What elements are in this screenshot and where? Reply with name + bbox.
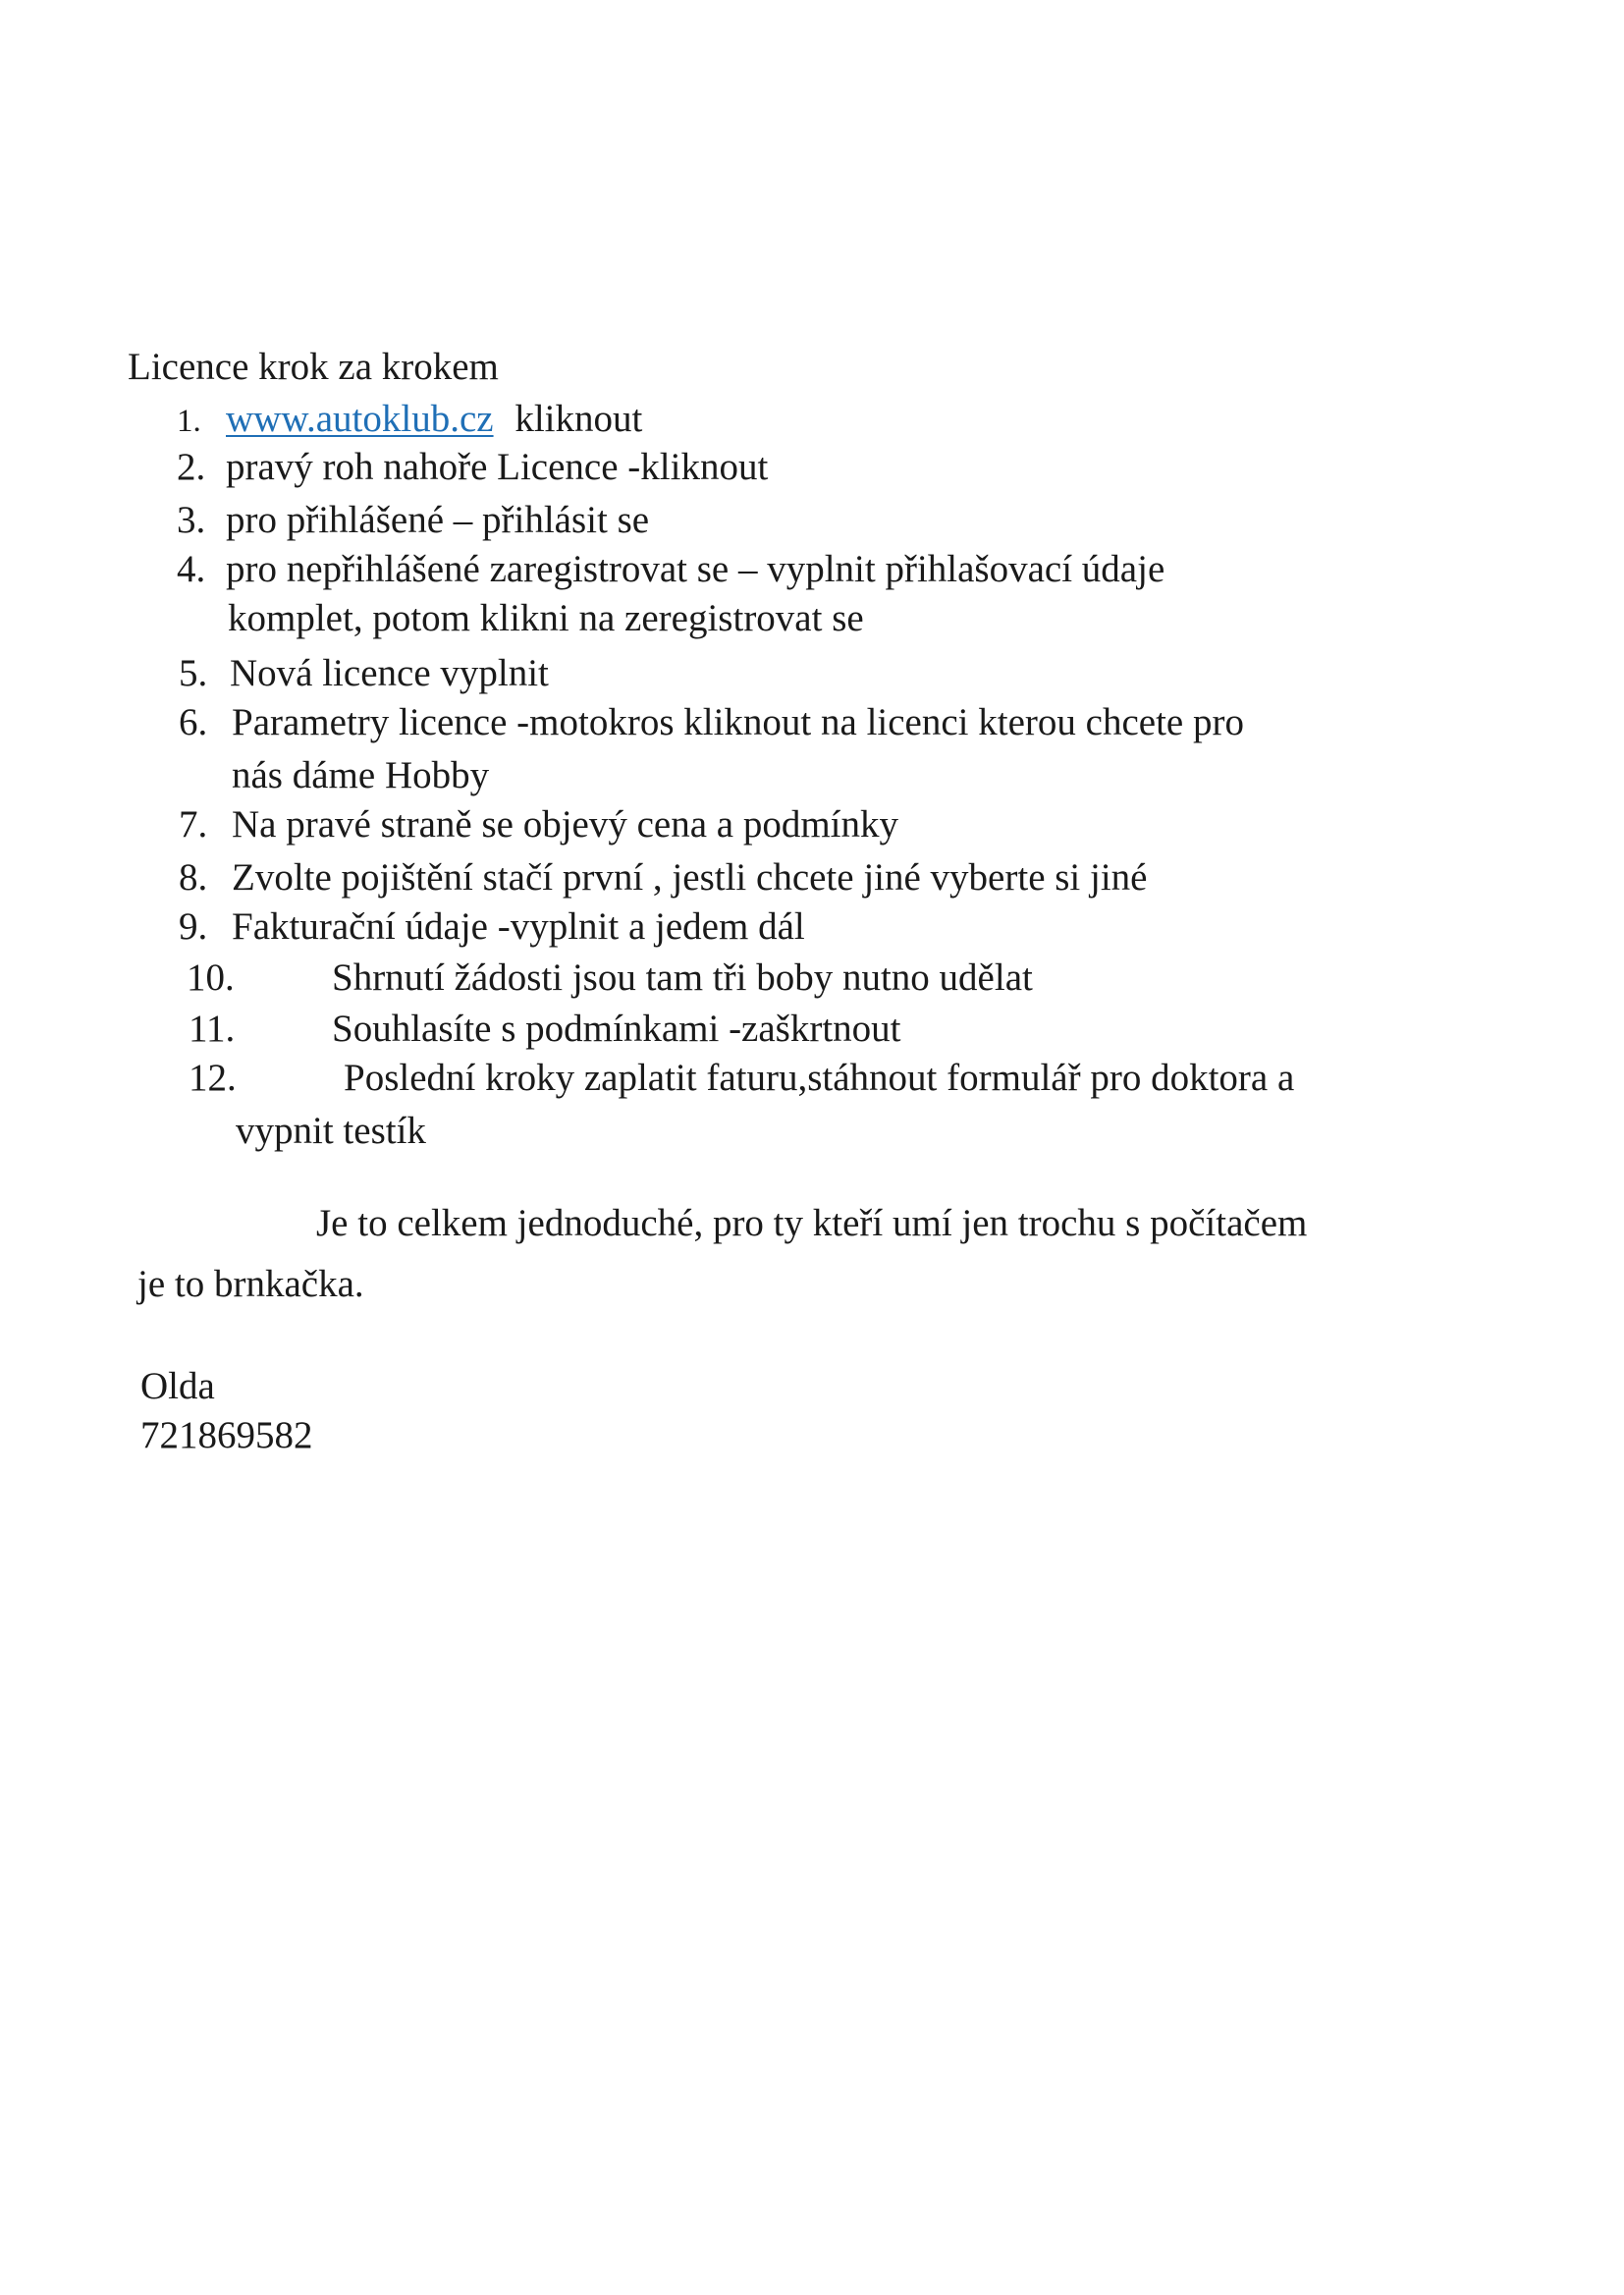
step-number: 10.: [187, 956, 235, 999]
step-10: [187, 955, 1033, 1002]
step-text: kliknout: [505, 398, 643, 440]
step-text: Zvolte pojištění stačí první , jestli chcete jiné vyberte si jiné: [232, 856, 1148, 899]
step-text: Nová licence vyplnit: [230, 652, 549, 694]
step-text: Parametry licence -motokros kliknout na licenci kterou chcete pro: [232, 701, 1244, 743]
step-7: [179, 801, 898, 848]
step-number: 5.: [179, 652, 208, 694]
step-text: pro nepřihlášené zaregistrovat se – vyplnit přihlašovací údaje: [226, 548, 1165, 590]
step-12: [189, 1055, 1294, 1102]
step-number: 9.: [179, 905, 208, 948]
step-number: 8.: [179, 856, 208, 899]
step-2: [177, 444, 768, 491]
step-text: Souhlasíte s podmínkami -zaškrtnout: [332, 1008, 901, 1050]
step-text: pravý roh nahoře Licence -kliknout: [226, 446, 769, 488]
step-11: [189, 1006, 901, 1053]
step-4: [177, 546, 1164, 593]
step-12-continuation: vypnit testík: [236, 1110, 426, 1152]
step-text: Fakturační údaje -vyplnit a jedem dál: [232, 905, 805, 948]
closing-line-1: Je to celkem jednoduché, pro ty kteří umí jen trochu s počítačem: [316, 1202, 1308, 1244]
signature-name: Olda: [140, 1365, 215, 1407]
step-5: [179, 650, 549, 697]
signature-phone: 721869582: [140, 1414, 313, 1456]
step-text: Shrnutí žádosti jsou tam tři boby nutno udělat: [332, 956, 1033, 999]
step-4-continuation: komplet, potom klikni na zeregistrovat se: [228, 597, 864, 639]
document-title: Licence krok za krokem: [128, 346, 499, 388]
step-3: [177, 497, 649, 544]
closing-line-2: je to brnkačka.: [137, 1263, 364, 1305]
step-number: 11.: [189, 1008, 236, 1050]
step-number: 3.: [177, 499, 206, 541]
step-number: 12.: [189, 1057, 237, 1099]
step-9: [179, 903, 805, 951]
step-text: pro přihlášené – přihlásit se: [226, 499, 650, 541]
step-6: [179, 699, 1244, 746]
autoklub-link[interactable]: www.autoklub.cz: [226, 398, 494, 440]
step-6-continuation: nás dáme Hobby: [232, 754, 490, 796]
step-number: 2.: [177, 446, 206, 488]
step-number: 4.: [177, 548, 206, 590]
step-text: Na pravé straně se objevý cena a podmínky: [232, 803, 898, 846]
step-number: 6.: [179, 701, 208, 743]
step-1: [177, 396, 642, 445]
step-number: 7.: [179, 803, 208, 846]
step-text: Poslední kroky zaplatit faturu,stáhnout formulář pro doktora a: [344, 1057, 1295, 1099]
step-number: 1.: [177, 404, 201, 439]
step-8: [179, 854, 1148, 902]
